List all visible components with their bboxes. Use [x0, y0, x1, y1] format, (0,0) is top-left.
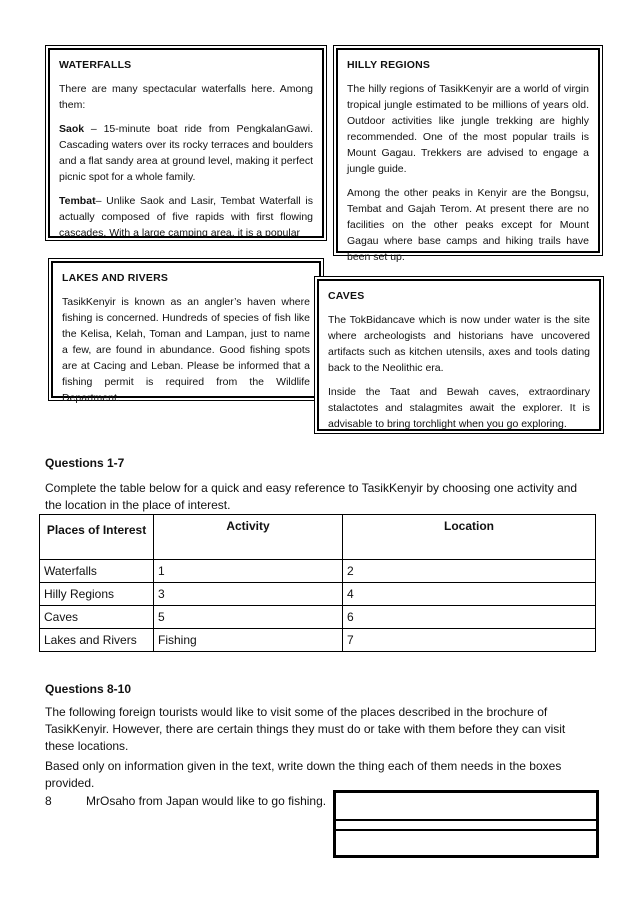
table-cell: Waterfalls [40, 560, 154, 583]
lakes-rivers-box [48, 258, 324, 404]
table-cell: 4 [343, 583, 596, 606]
table-cell: 1 [154, 560, 343, 583]
table-row [40, 606, 596, 629]
answer-box-8[interactable] [333, 790, 599, 858]
table-cell: 3 [154, 583, 343, 606]
table-cell: 5 [154, 606, 343, 629]
questions-8-10-instruction: Based only on information given in the text, write down the thing each of them needs in the boxes provided. [45, 759, 562, 790]
table-cell: Fishing [154, 629, 343, 652]
waterfalls-intro: There are many spectacular waterfalls here. Among them: [59, 83, 313, 111]
hilly-p1: The hilly regions of TasikKenyir are a world of virgin tropical jungle estimated to be millions of years old. Outdoor activities like jungle trekking are highly recommended. One of the most popular trails is Mount Gagau. Trekkers are advised to engage a jungle guide. [347, 83, 589, 175]
lakes-title: LAKES AND RIVERS [62, 272, 169, 284]
answer-box-divider [336, 819, 596, 831]
waterfalls-box [45, 45, 327, 241]
hilly-title: HILLY REGIONS [347, 59, 431, 71]
table-header-row [40, 515, 596, 560]
lakes-p1: TasikKenyir is known as an angler’s haven where fishing is concerned. Hundreds of species of fish like the Kelisa, Kelah, Toman and Lampan, just to name a few, are found in abundance. Good fishing spots are at Cacing and Leban. Please be informed that a fishing permit is required from the Wildlife Department. [62, 296, 310, 404]
waterfalls-tembat [59, 193, 313, 241]
question-8-text: MrOsaho from Japan would like to go fishing. [86, 794, 327, 808]
header-activity: Activity [154, 515, 343, 560]
hilly-regions-box [333, 45, 603, 263]
tembat-label: Tembat [59, 195, 96, 207]
caves-box [314, 276, 604, 434]
question-8-number: 8 [45, 794, 52, 808]
table-cell: 6 [343, 606, 596, 629]
table-row [40, 560, 596, 583]
caves-p1: The TokBidancave which is now under water is the site where archeologists and historians have uncovered artifacts such as kitchen utensils, axes and tools dating back to the Neolithic era. [328, 314, 590, 374]
questions-8-10-heading: Questions 8-10 [45, 682, 132, 696]
table-cell: 7 [343, 629, 596, 652]
header-places: Places of Interest [40, 515, 154, 560]
hilly-p2: Among the other peaks in Kenyir are the Bongsu, Tembat and Gajah Terom. At present there are no facilities on the other peaks except for Mount Gagau where base camps and hiking trails have been set up. [347, 187, 589, 263]
waterfalls-title: WATERFALLS [59, 59, 132, 71]
header-location: Location [343, 515, 596, 560]
caves-title: CAVES [328, 290, 365, 302]
table-row [40, 629, 596, 652]
table-cell: 2 [343, 560, 596, 583]
table-cell: Lakes and Rivers [40, 629, 154, 652]
table-cell: Hilly Regions [40, 583, 154, 606]
reference-table [39, 514, 596, 652]
questions-1-7-heading: Questions 1-7 [45, 456, 125, 470]
saok-text: – 15-minute boat ride from PengkalanGawi. Cascading waters over its rocky terraces and boulders and a flat sandy area at ground level, making it perfect picnic spot for a whole family. [59, 123, 313, 183]
tembat-text: – Unlike Saok and Lasir, Tembat Waterfall is actually composed of five rapids with first flowing cascades. With a large camping area, it is a popular [59, 195, 313, 239]
table-row [40, 583, 596, 606]
caves-p2: Inside the Taat and Bewah caves, extraordinary stalactotes and stalagmites await the explorer. It is advisable to bring torchlight when you go exploring. [328, 386, 590, 430]
questions-1-7-instruction: Complete the table below for a quick and easy reference to TasikKenyir by choosing one activity and the location in the place of interest. [45, 481, 578, 512]
table-cell: Caves [40, 606, 154, 629]
waterfalls-saok [59, 121, 313, 185]
saok-label: Saok [59, 123, 85, 135]
questions-8-10-intro: The following foreign tourists would like to visit some of the places described in the brochure of TasikKenyir. However, there are certain things they must do or take with them before they can visit these locations. [45, 705, 566, 753]
